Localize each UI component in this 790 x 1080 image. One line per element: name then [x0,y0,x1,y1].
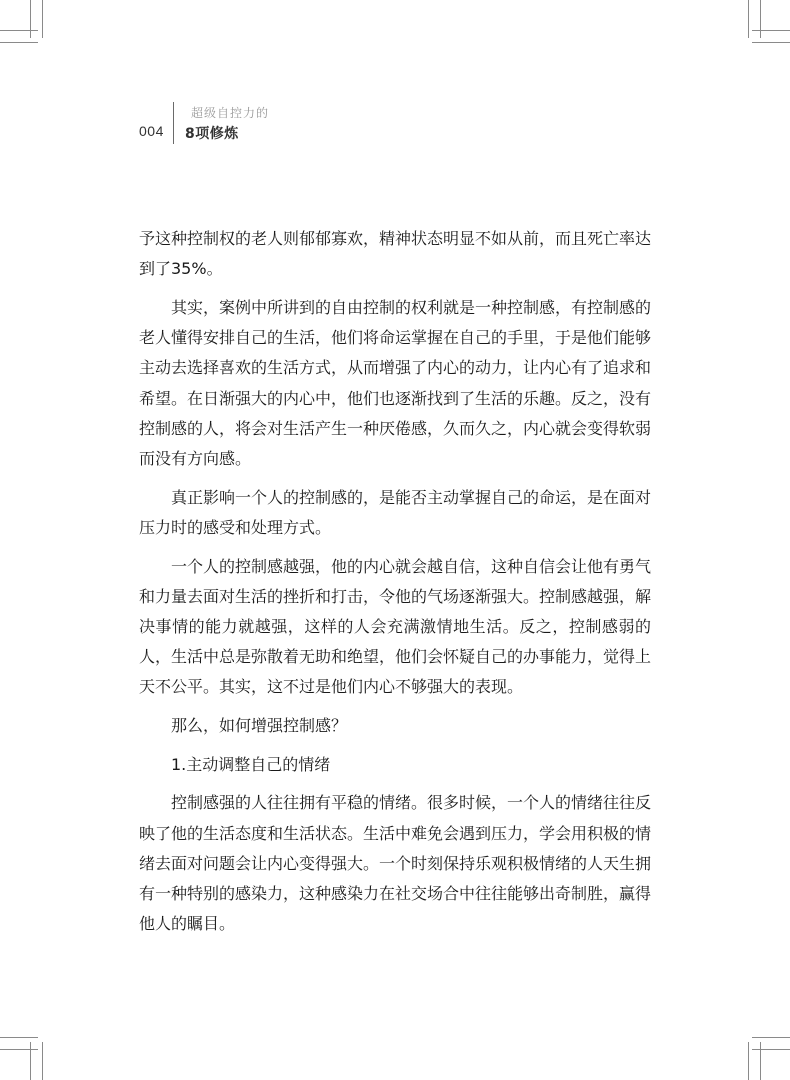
paragraph: 那么，如何增强控制感？ [171,716,348,736]
crop-mark [30,1042,31,1080]
paragraph: 控制感强的人往往拥有平稳的情绪。很多时候，一个人的情绪往往反映了他的生活态度和生活状态。生活中难免会遇到压力，学会用积极的情绪去面对问题会让内心变得强大。一个时刻保持乐观积极情绪的人天生拥有一种特别的感染力，这种感染力在社交场合中往往能够出奇制胜，赢得他人的瞩目。 [139,793,652,934]
crop-mark [748,0,749,38]
crop-mark [0,1049,38,1050]
header-divider [173,102,174,144]
book-title-line2: 8项修炼 [185,126,239,142]
crop-mark [42,0,43,38]
crop-mark [752,30,790,31]
crop-mark [752,42,790,43]
crop-mark [42,1042,43,1080]
body-text [139,224,651,948]
paragraph: 予这种控制权的老人则郁郁寡欢，精神状态明显不如从前，而且死亡率达到了35%。 [139,229,652,279]
paragraph: 真正影响一个人的控制感的，是能否主动掌握自己的命运，是在面对压力时的感受和处理方式。 [139,487,652,537]
book-title-line1: 超级自控力的 [191,106,270,120]
crop-mark [748,1042,749,1080]
crop-mark [0,30,38,31]
page-number: 004 [139,123,164,139]
paragraph: 一个人的控制感越强，他的内心就会越自信，这种自信会让他有勇气和力量去面对生活的挫折和打击，令他的气场逐渐强大。控制感越强，解决事情的能力就越强，这样的人会充满激情地生活。反之，控制感弱的人，生活中总是弥散着无助和绝望，他们会怀疑自己的办事能力，觉得上天不公平。其实，这不过是他们内心不够强大的表现。 [139,556,652,697]
crop-mark [30,0,31,38]
crop-mark [760,0,761,38]
crop-mark [752,1037,790,1038]
crop-mark [752,1049,790,1050]
crop-mark [760,1042,761,1080]
crop-mark [0,1037,38,1038]
section-heading: 1.主动调整自己的情绪 [171,754,331,774]
running-header [139,100,399,148]
paragraph: 其实，案例中所讲到的自由控制的权利就是一种控制感，有控制感的老人懂得安排自己的生活，他们将命运掌握在自己的手里，于是他们能够主动去选择喜欢的生活方式，从而增强了内心的动力，让内心有了追求和希望。在日渐强大的内心中，他们也逐渐找到了生活的乐趣。反之，没有控制感的人，将会对生活产生一种厌倦感，久而久之，内心就会变得软弱而没有方向感。 [139,297,652,468]
crop-mark [0,42,38,43]
